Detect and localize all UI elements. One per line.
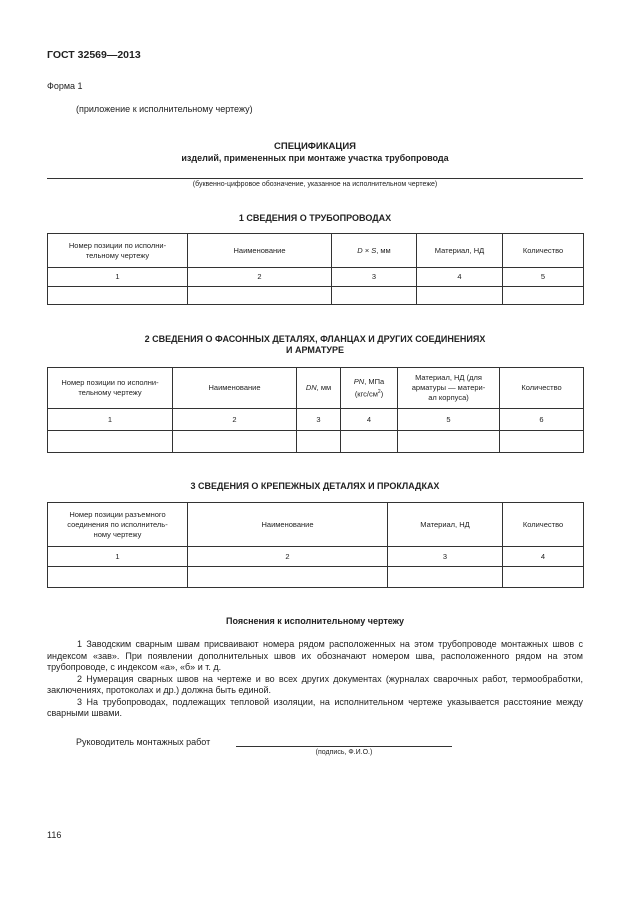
section1-title: 1 СВЕДЕНИЯ О ТРУБОПРОВОДАХ [238,213,392,223]
s2-cell[interactable] [297,431,341,453]
section1-empty-row [48,287,584,305]
section1-header-row [48,234,584,268]
s3-col-quantity: Количество [503,503,584,547]
s3-num: 4 [503,547,584,567]
notes-title: Пояснения к исполнительному чертежу [225,616,405,626]
section1-table [47,233,584,305]
spec-title: СПЕЦИФИКАЦИЯ [274,141,356,152]
s2-col-dn: DN, мм [297,368,341,409]
s2-cell[interactable] [500,431,584,453]
section2-header-row [48,368,584,409]
note-2: 2 Нумерация сварных швов на чертеже и во всех других документах (журналах сварочных работ, термообработки, заключениях, протоколах и др.) должна быть единой. [47,673,583,695]
section3-title: 3 СВЕДЕНИЯ О КРЕПЕЖНЫХ ДЕТАЛЯХ И ПРОКЛАДКАХ [190,481,440,491]
s1-num: 3 [332,268,417,287]
form-label: Форма 1 [47,81,83,91]
s1-cell[interactable] [188,287,332,305]
section3-empty-row [48,567,584,588]
s2-num: 5 [398,409,500,431]
s1-cell[interactable] [503,287,584,305]
s2-num: 2 [173,409,297,431]
s2-cell[interactable] [48,431,173,453]
s3-num: 3 [388,547,503,567]
designation-line [47,178,583,179]
s2-num: 4 [341,409,398,431]
s2-num: 1 [48,409,173,431]
s3-col-material: Материал, НД [388,503,503,547]
s1-num: 4 [417,268,503,287]
section2-empty-row [48,431,584,453]
s1-col-dimensions: D × S, мм [332,234,417,268]
standard-code: ГОСТ 32569—2013 [47,49,141,61]
signature-caption: (подпись, Ф.И.О.) [315,749,373,756]
signature-label: Руководитель монтажных работ [76,737,211,747]
section1-number-row [48,268,584,287]
s3-cell[interactable] [503,567,584,588]
s2-col-position: Номер позиции по исполни- тельному чертежу [48,368,173,409]
s3-col-position: Номер позиции разъемного соединения по исполнитель- ному чертежу [48,503,188,547]
section3-header-row [48,503,584,547]
s1-cell[interactable] [332,287,417,305]
section2-number-row [48,409,584,431]
s3-num: 2 [188,547,388,567]
section3-table [47,502,584,588]
s3-col-name: Наименование [188,503,388,547]
s1-cell[interactable] [48,287,188,305]
s1-col-material: Материал, НД [417,234,503,268]
s3-cell[interactable] [188,567,388,588]
note-1: 1 Заводским сварным швам присваивают номера рядом расположенных на этом трубопроводе монтажных швов с индексом «зав». При появлении дополнительных швов их обозначают номером шва, расположенного рядом на этом трубопроводе, с индексом «а», «б» и т. д. [47,639,583,672]
s2-num: 3 [297,409,341,431]
s3-cell[interactable] [388,567,503,588]
note-3: 3 На трубопроводах, подлежащих тепловой изоляции, на исполнительном чертеже указывается расстояние между сварными швами. [47,696,583,718]
section3-number-row [48,547,584,567]
signature-line[interactable] [236,746,452,747]
s3-num: 1 [48,547,188,567]
section2-title: 2 СВЕДЕНИЯ О ФАСОННЫХ ДЕТАЛЯХ, ФЛАНЦАХ И ДРУГИХ СОЕДИНЕНИЯХ И АРМАТУРЕ [144,334,486,355]
s1-col-name: Наименование [188,234,332,268]
s1-num: 5 [503,268,584,287]
s2-cell[interactable] [173,431,297,453]
page-number: 116 [47,830,62,840]
appendix-note: (приложение к исполнительному чертежу) [76,104,253,114]
s2-col-name: Наименование [173,368,297,409]
spec-subtitle: изделий, примененных при монтаже участка трубопровода [181,153,449,163]
s1-col-quantity: Количество [503,234,584,268]
s1-cell[interactable] [417,287,503,305]
s2-cell[interactable] [398,431,500,453]
s2-cell[interactable] [341,431,398,453]
s3-cell[interactable] [48,567,188,588]
designation-caption: (буквенно-цифровое обозначение, указанное на исполнительном чертеже) [192,181,438,188]
s1-num: 1 [48,268,188,287]
s1-col-position: Номер позиции по исполни- тельному чертежу [48,234,188,268]
s2-col-material: Материал, НД (для арматуры — матери- ал корпуса) [398,368,500,409]
s2-col-pn: PN, МПа $(кгс/см^2)$ [341,368,398,409]
s2-num: 6 [500,409,584,431]
notes-body [47,639,583,720]
section2-table [47,367,584,453]
s2-col-quantity: Количество [500,368,584,409]
s1-num: 2 [188,268,332,287]
